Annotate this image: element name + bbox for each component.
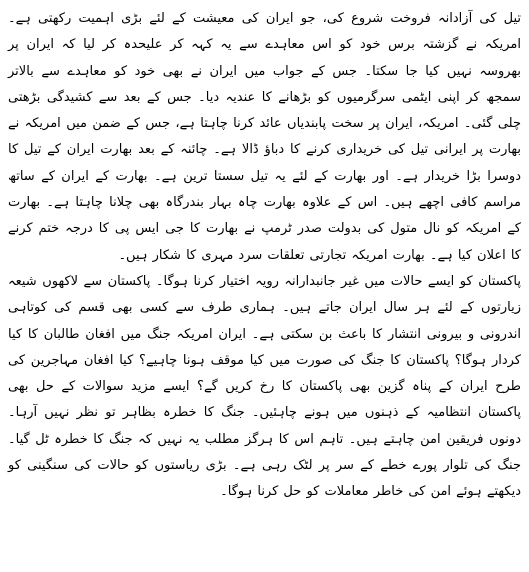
article-paragraph-1: تیل کی آزادانہ فروخت شروع کی، جو ایران کی معیشت کے لئے بڑی اہمیت رکھتی ہے۔ امریکہ نے گزشتہ برس خود کو اس معاہدے سے یہ کہہ کر علیحدہ کر لیا کہ ایران پر بھروسہ نہیں کیا جا سکتا۔ جس کے جواب میں ایران نے بھی خود کو معاہدے سے بالاتر سمجھ کر اپنی ایٹمی سرگرمیوں کو بڑھانے کا عندیہ دیا۔ جس کے بعد سے کشیدگی بڑھتی چلی گئی۔ امریکہ، ایران پر سخت پابندیاں عائد کرنا چاہتا ہے، جس کے ضمن میں امریکہ نے بھارت پر ایرانی تیل کی خریداری کرنے کا دباؤ ڈالا ہے۔ چائنہ کے بعد بھارت ایران کے تیل کا دوسرا بڑا خریدار ہے۔ اور بھارت کے لئے یہ تیل سستا ترین ہے۔ بھارت کے ایران کے ساتھ مراسم کافی اچھے ہیں۔ اس کے علاوہ بھارت چاہ بہار بندرگاہ بھی چلانا چاہتا ہے۔ بھارت کے امریکہ کو نال متول کی بدولت صدر ٹرمپ نے بھارت کا جی ایس پی کا درجہ ختم کرنے کا اعلان کیا ہے۔ بھارت امریکہ تجارتی تعلقات سرد مہری کا شکار ہیں۔: [8, 11, 521, 263]
article-paragraph-2: پاکستان کو ایسے حالات میں غیر جانبدارانہ رویہ اختیار کرنا ہوگا۔ پاکستان سے لاکھوں شیعہ زیارتوں کے لئے ہر سال ایران جاتے ہیں۔ ہماری طرف سے کسی بھی قسم کی کوتاہی اندرونی و بیرونی انتشار کا باعث بن سکتی ہے۔ ایران امریکہ جنگ میں افغان طالبان کا کیا کردار ہوگا؟ پاکستان کا جنگ کی صورت میں کیا موقف ہونا چاہیے؟ کیا افغان مہاجرین کی طرح ایران کے پناہ گزین بھی پاکستان کا رخ کریں گے؟ ایسے مزید سوالات کے حل بھی پاکستان انتظامیہ کے ذہنوں میں ہونے چاہئیں۔ جنگ کا خطرہ بظاہر تو نظر نہیں آرہا۔ دونوں فریقین امن چاہتے ہیں۔ تاہم اس کا ہرگز مطلب یہ نہیں کہ جنگ کا خطرہ ٹل گیا۔ جنگ کی تلوار پورے خطے کے سر پر لٹک رہی ہے۔ بڑی ریاستوں کو حالات کی سنگینی کو دیکھتے ہوئے امن کی خاطر معاملات کو حل کرنا ہوگا۔: [8, 273, 521, 500]
